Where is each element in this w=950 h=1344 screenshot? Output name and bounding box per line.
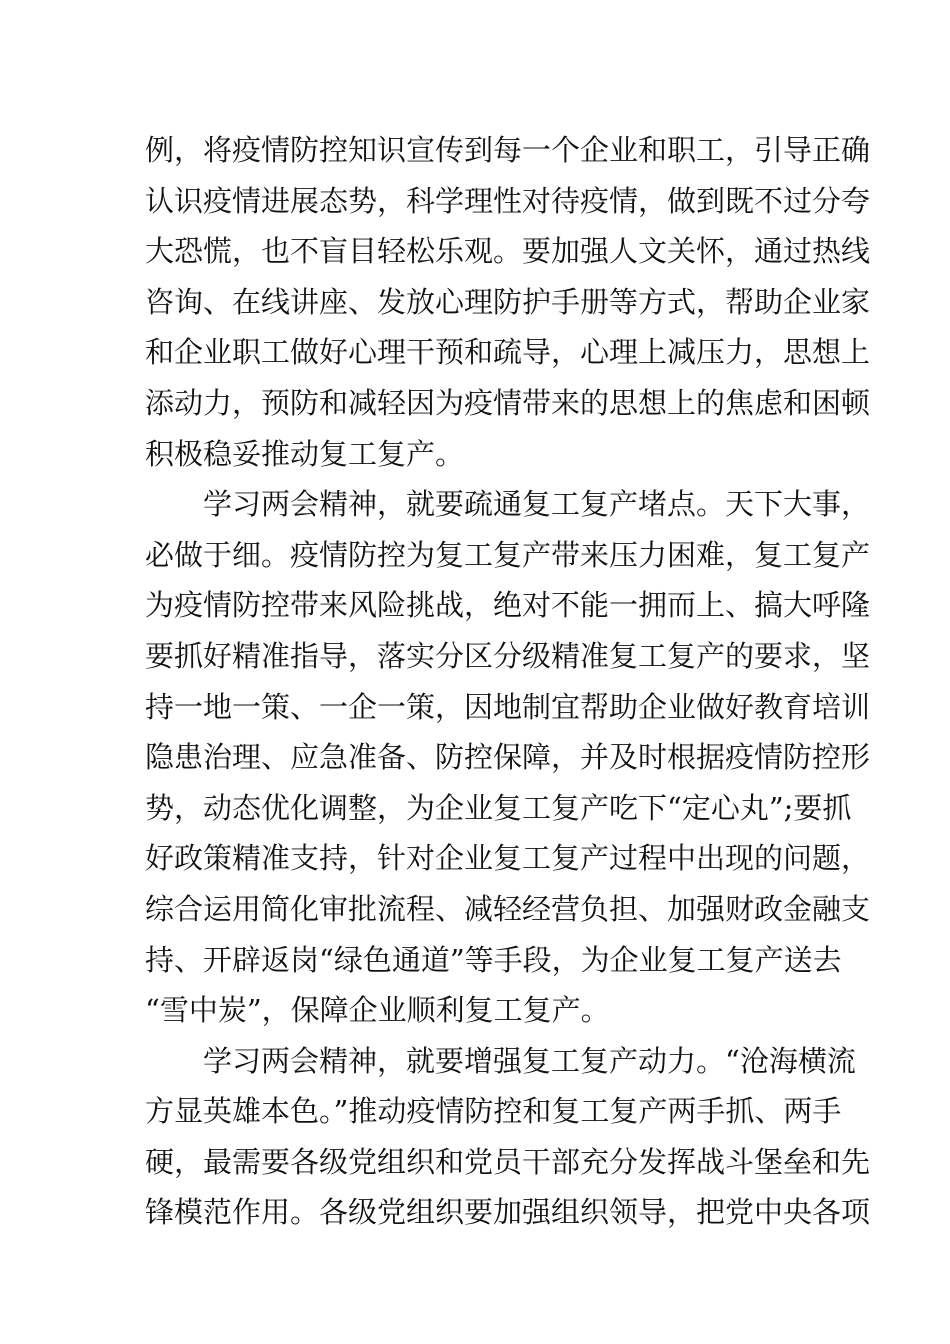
paragraph-3 xyxy=(145,1036,871,1238)
text-line: 综合运用简化审批流程、减轻经营负担、加强财政金融支 xyxy=(145,891,871,926)
text-line: 隐患治理、应急准备、防控保障，并及时根据疫情防控形 xyxy=(145,740,871,775)
text-line: 为疫情防控带来风险挑战，绝对不能一拥而上、搞大呼隆 xyxy=(145,588,871,623)
text-line: 大恐慌，也不盲目轻松乐观。要加强人文关怀，通过热线 xyxy=(145,234,871,269)
text-line: 和企业职工做好心理干预和疏导，心理上减压力，思想上 xyxy=(145,335,871,370)
text-line: 添动力，预防和减轻因为疫情带来的思想上的焦虑和困顿 xyxy=(145,385,871,420)
text-line: 积极稳妥推动复工复产。 xyxy=(145,436,465,471)
text-line: 例，将疫情防控知识宣传到每一个企业和职工，引导正确 xyxy=(145,133,871,167)
text-line: 势，动态优化调整，为企业复工复产吃下“定心丸”;要抓 xyxy=(145,790,852,825)
text-line: 学习两会精神，就要增强复工复产动力。“沧海横流 xyxy=(203,1043,856,1078)
text-line: 方显英雄本色。”推动疫情防控和复工复产两手抓、两手 xyxy=(145,1094,842,1129)
text-line: 要抓好精准指导，落实分区分级精准复工复产的要求，坚 xyxy=(145,638,871,673)
text-line: 硬，最需要各级党组织和党员干部充分发挥战斗堡垒和先 xyxy=(145,1144,871,1179)
text-line: 学习两会精神，就要疏通复工复产堵点。天下大事， xyxy=(203,487,871,522)
text-line: “雪中炭”，保障企业顺利复工复产。 xyxy=(145,993,610,1028)
text-line: 咨询、在线讲座、发放心理防护手册等方式，帮助企业家 xyxy=(145,284,871,319)
paragraph-2 xyxy=(145,479,871,1036)
document-body xyxy=(145,125,871,1238)
paragraph-1 xyxy=(145,125,871,479)
text-line: 好政策精准支持，针对企业复工复产过程中出现的问题， xyxy=(145,841,871,876)
text-line: 持、开辟返岗“绿色通道”等手段，为企业复工复产送去 xyxy=(145,942,842,977)
text-line: 认识疫情进展态势，科学理性对待疫情，做到既不过分夸 xyxy=(145,183,871,218)
text-line: 持一地一策、一企一策，因地制宜帮助企业做好教育培训 xyxy=(145,689,871,724)
text-line: 必做于细。疫情防控为复工复产带来压力困难，复工复产 xyxy=(145,537,871,572)
text-line: 锋模范作用。各级党组织要加强组织领导，把党中央各项 xyxy=(145,1195,871,1230)
